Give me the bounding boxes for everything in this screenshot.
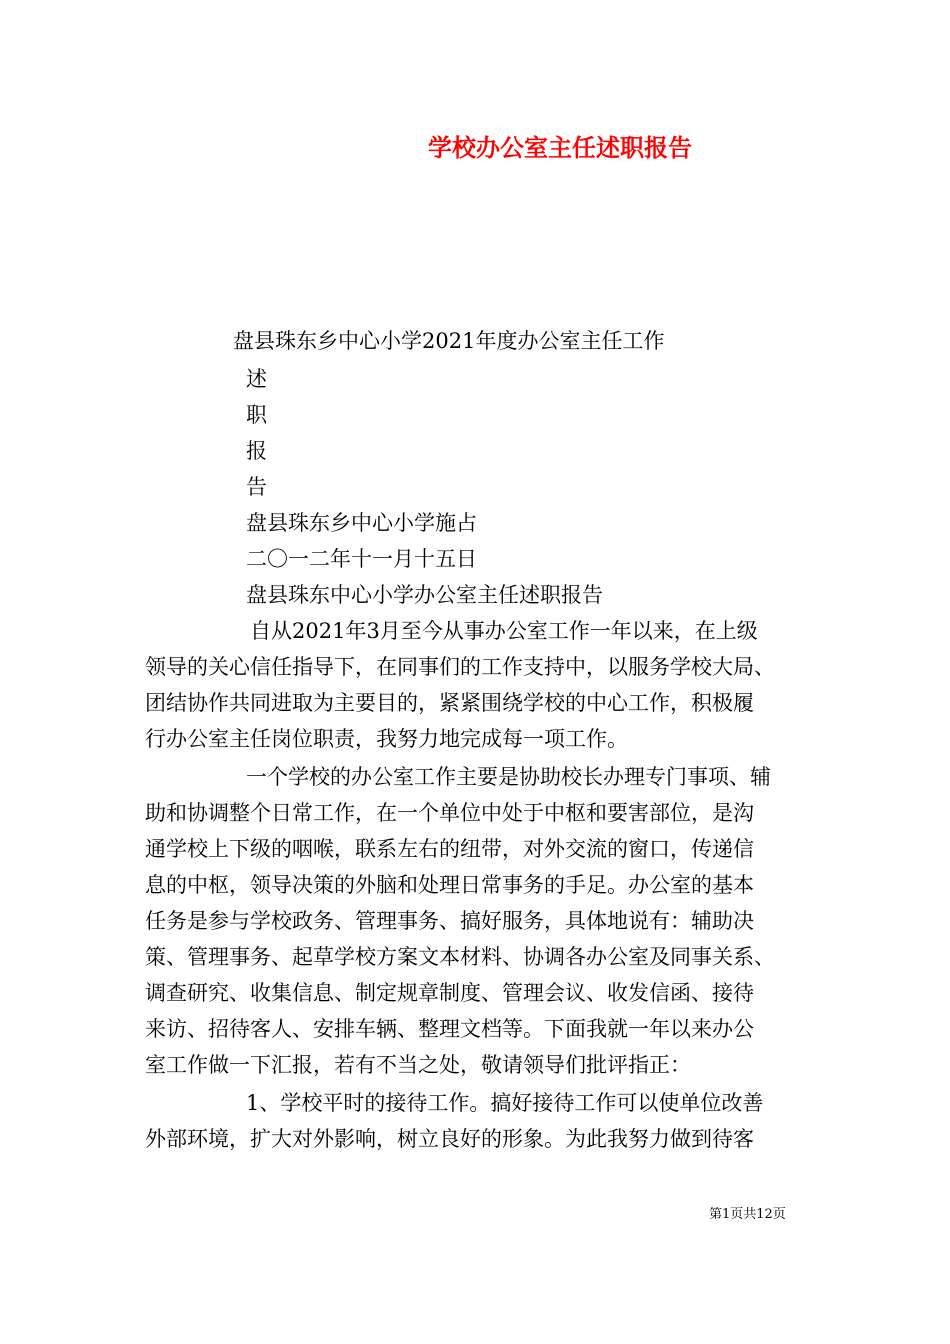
document-title: 学校办公室主任述职报告 [428, 133, 692, 162]
heading-line: 职 [246, 403, 267, 427]
paragraph-line: 一个学校的办公室工作主要是协助校长办理专门事项、辅 [246, 765, 771, 789]
paragraph-line: 自从2021年3月至今从事办公室工作一年以来，在上级 [250, 619, 758, 643]
heading-line: 报 [246, 439, 267, 463]
paragraph-line: 息的中枢，领导决策的外脑和处理日常事务的手足。办公室的基本 [145, 873, 754, 897]
paragraph-line: 调查研究、收集信息、制定规章制度、管理会议、收发信函、接待 [145, 981, 754, 1005]
heading-line: 盘县珠东乡中心小学2021年度办公室主任工作 [233, 329, 665, 353]
heading-line: 告 [246, 475, 267, 499]
paragraph-line: 领导的关心信任指导下，在同事们的工作支持中，以服务学校大局、 [145, 655, 775, 679]
page-number-footer: 第1页共12页 [709, 1207, 786, 1222]
paragraph-line: 行办公室主任岗位职责，我努力地完成每一项工作。 [145, 727, 628, 751]
date-line: 二〇一二年十一月十五日 [246, 547, 477, 571]
paragraph-line: 助和协调整个日常工作，在一个单位中处于中枢和要害部位，是沟 [145, 801, 754, 825]
paragraph-line: 任务是参与学校政务、管理事务、搞好服务，具体地说有：辅助决 [145, 909, 754, 933]
paragraph-line: 来访、招待客人、安排车辆、整理文档等。下面我就一年以来办公 [145, 1017, 754, 1041]
paragraph-line: 策、管理事务、起草学校方案文本材料、协调各办公室及同事关系、 [145, 945, 775, 969]
subtitle-line: 盘县珠东中心小学办公室主任述职报告 [246, 583, 603, 607]
paragraph-line: 外部环境，扩大对外影响，树立良好的形象。为此我努力做到待客 [145, 1127, 754, 1151]
author-line: 盘县珠东乡中心小学施占 [246, 511, 477, 535]
heading-line: 述 [246, 367, 267, 391]
paragraph-line: 团结协作共同进取为主要目的，紧紧围绕学校的中心工作，积极履 [145, 691, 754, 715]
paragraph-line: 1、学校平时的接待工作。搞好接待工作可以使单位改善 [246, 1091, 764, 1115]
paragraph-line: 通学校上下级的咽喉，联系左右的纽带，对外交流的窗口，传递信 [145, 837, 754, 861]
paragraph-line: 室工作做一下汇报，若有不当之处，敬请领导们批评指正： [145, 1053, 691, 1077]
